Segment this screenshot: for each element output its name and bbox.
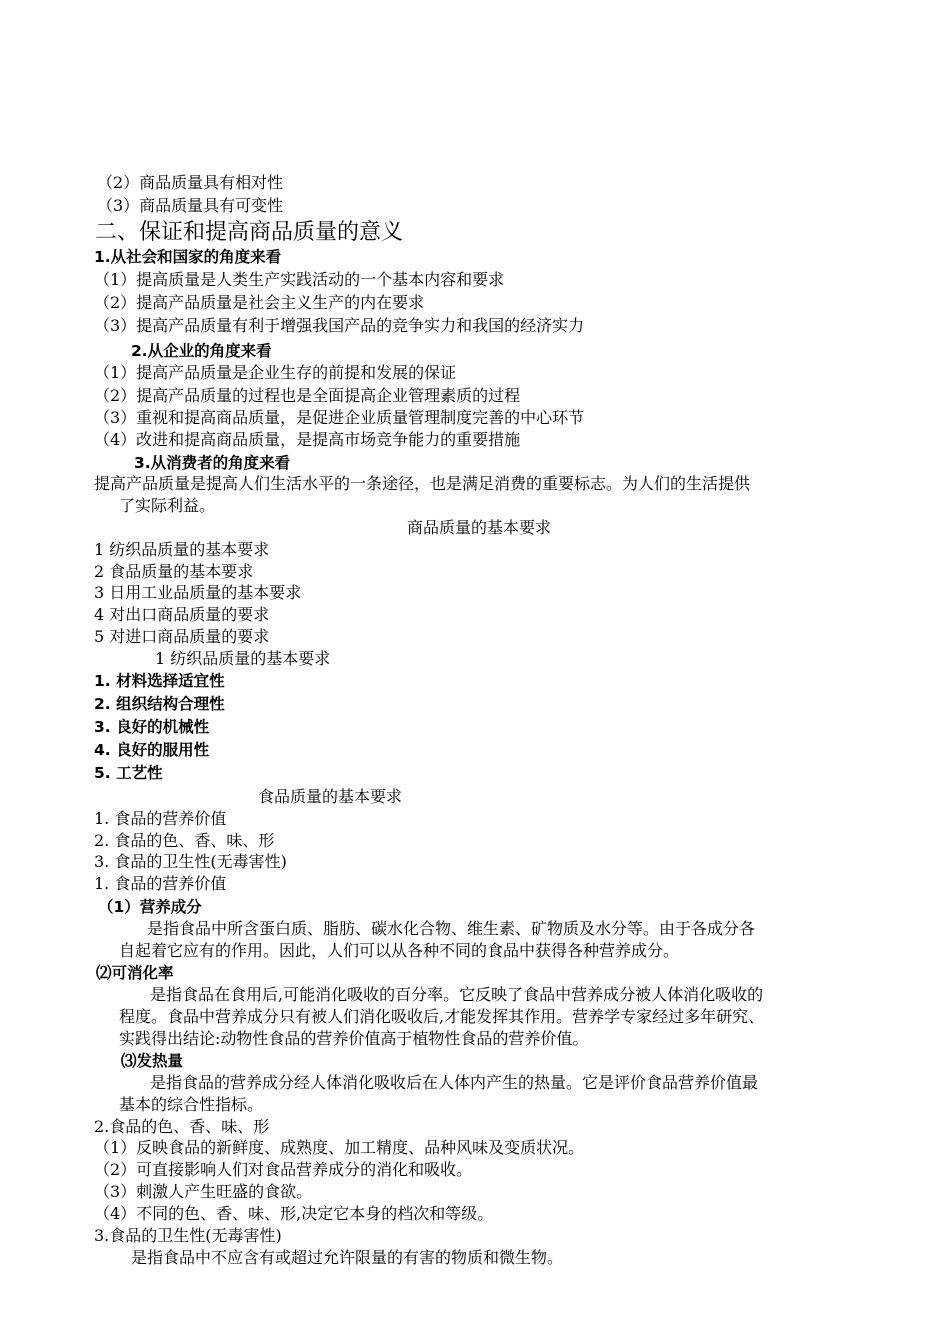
text-line: 是指食品中所含蛋白质、脂肪、碳水化合物、维生素、矿物质及水分等。由于各成分各 bbox=[147, 919, 756, 938]
text-line: 是指食品中不应含有或超过允许限量的有害的物质和微生物。 bbox=[131, 1248, 564, 1267]
text-line: 是指食品的营养成分经人体消化吸收后在人体内产生的热量。它是评价食品营养价值最 bbox=[150, 1073, 759, 1092]
subheading: ⑵可消化率 bbox=[96, 964, 174, 982]
text-line: （2）提高产品质量的过程也是全面提高企业管理素质的过程 bbox=[94, 386, 521, 405]
text-line: 是指食品在食用后,可能消化吸收的百分率。它反映了食品中营养成分被人体消化吸收的 bbox=[150, 985, 764, 1004]
text-line: （1）提高产品质量是企业生存的前提和发展的保证 bbox=[94, 363, 457, 382]
list-item: 3 日用工业品质量的基本要求 bbox=[94, 583, 302, 602]
text-line: （2）提高产品质量是社会主义生产的内在要求 bbox=[94, 293, 425, 312]
text-line: （3）提高产品质量有利于增强我国产品的竞争实力和我国的经济实力 bbox=[94, 316, 585, 335]
text-line: （3）刺激人产生旺盛的食欲。 bbox=[94, 1182, 313, 1201]
text-line: 了实际利益。 bbox=[119, 496, 216, 515]
list-item: 2. 食品的色、香、味、形 bbox=[94, 831, 275, 850]
list-item: 1. 食品的营养价值 bbox=[94, 874, 227, 893]
subheading: 3.从消费者的角度来看 bbox=[134, 454, 291, 472]
text-line: 实践得出结论:动物性食品的营养价值高于植物性食品的营养价值。 bbox=[119, 1029, 589, 1048]
list-item: 4. 良好的服用性 bbox=[94, 741, 210, 759]
text-line: （3）重视和提高商品质量，是促进企业质量管理制度完善的中心环节 bbox=[94, 408, 585, 427]
list-item: 5 对进口商品质量的要求 bbox=[94, 627, 270, 646]
text-line: 基本的综合性指标。 bbox=[119, 1095, 264, 1114]
list-item: 2. 组织结构合理性 bbox=[94, 695, 225, 713]
text-line: 2.食品的色、香、味、形 bbox=[94, 1117, 270, 1136]
section-heading: 二、保证和提高商品质量的意义 bbox=[95, 220, 404, 245]
list-item: 1. 材料选择适宜性 bbox=[94, 672, 225, 690]
list-item: 5. 工艺性 bbox=[94, 764, 163, 782]
subheading: 2.从企业的角度来看 bbox=[131, 342, 272, 360]
list-item: 1. 食品的营养价值 bbox=[94, 809, 227, 828]
text-line: 自起着它应有的作用。因此，人们可以从各种不同的食品中获得各种营养成分。 bbox=[119, 941, 680, 960]
text-line: 提高产品质量是提高人们生活水平的一条途径，也是满足消费的重要标志。为人们的生活提供 bbox=[94, 474, 751, 493]
text-line: （1）提高质量是人类生产实践活动的一个基本内容和要求 bbox=[94, 270, 505, 289]
centered-title: 1 纺织品质量的基本要求 bbox=[155, 649, 331, 668]
text-line: 3.食品的卫生性(无毒害性) bbox=[94, 1226, 282, 1245]
text-line: （4）不同的色、香、味、形,决定它本身的档次和等级。 bbox=[94, 1204, 494, 1223]
centered-title: 食品质量的基本要求 bbox=[258, 787, 403, 806]
text-line: （2）商品质量具有相对性 bbox=[97, 173, 284, 192]
centered-title: 商品质量的基本要求 bbox=[407, 518, 552, 537]
list-item: 4 对出口商品质量的要求 bbox=[94, 605, 270, 624]
list-item: 3. 食品的卫生性(无毒害性) bbox=[94, 852, 287, 871]
text-line: （1）反映食品的新鲜度、成熟度、加工精度、品种风味及变质状况。 bbox=[94, 1138, 585, 1157]
list-item: 3. 良好的机械性 bbox=[94, 718, 210, 736]
text-line: 程度。食品中营养成分只有被人们消化吸收后,才能发挥其作用。营养学专家经过多年研究、 bbox=[119, 1007, 765, 1026]
text-line: （2）可直接影响人们对食品营养成分的消化和吸收。 bbox=[94, 1160, 473, 1179]
subheading: （1）营养成分 bbox=[98, 898, 202, 916]
list-item: 2 食品质量的基本要求 bbox=[94, 562, 254, 581]
text-line: （4）改进和提高商品质量，是提高市场竞争能力的重要措施 bbox=[94, 430, 521, 449]
subheading: 1.从社会和国家的角度来看 bbox=[94, 248, 282, 266]
list-item: 1 纺织品质量的基本要求 bbox=[94, 540, 270, 559]
subheading: ⑶发热量 bbox=[121, 1052, 184, 1070]
text-line: （3）商品质量具有可变性 bbox=[97, 196, 284, 215]
